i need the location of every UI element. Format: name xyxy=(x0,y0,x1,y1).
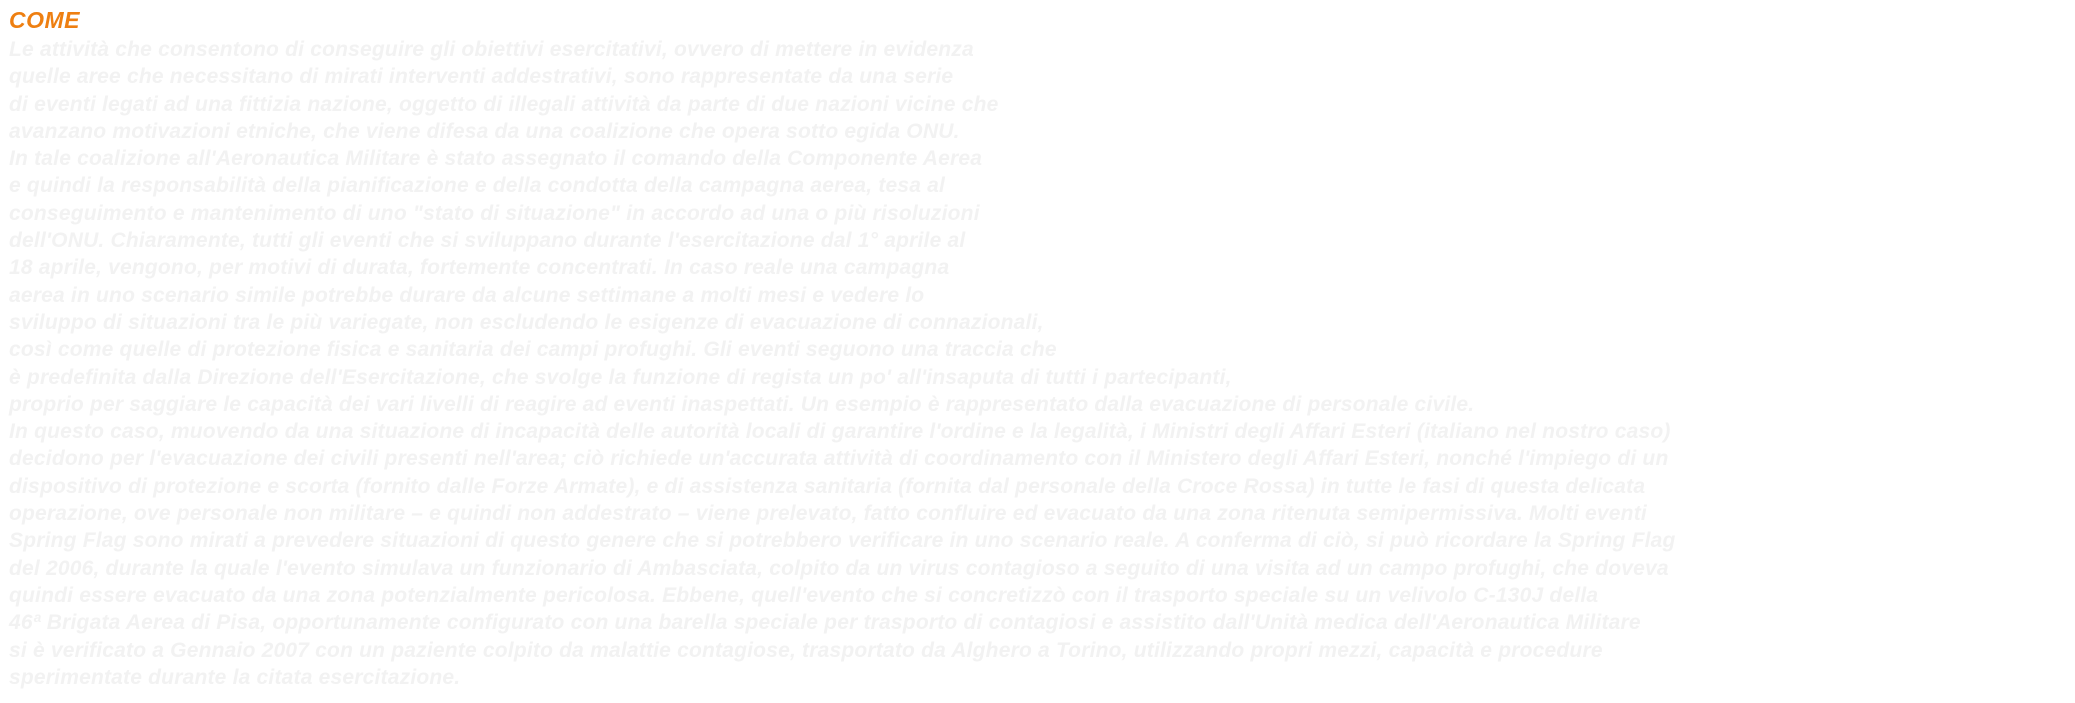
text-line: In questo caso, muovendo da una situazione di incapacità delle autorità locali di garantire l'ordine e la legalità, i Ministri degli Affari Esteri (italiano nel nostro caso) xyxy=(9,420,1671,444)
text-line: conseguimento e mantenimento di uno "stato di situazione" in accordo ad una o più risoluzioni xyxy=(9,201,980,225)
text-line: sperimentate durante la citata esercitazione. xyxy=(9,665,461,689)
text-line: di eventi legati ad una fittizia nazione, oggetto di illegali attività da parte di due nazioni vicine che xyxy=(9,92,999,116)
text-line: si è verificato a Gennaio 2007 con un paziente colpito da malattie contagiose, trasportato da Alghero a Torino, utilizzando propri mezzi, capacità e procedure xyxy=(9,638,1603,662)
text-line: del 2006, durante la quale l'evento simulava un funzionario di Ambasciata, colpito da un virus contagioso a seguito di una visita ad un campo profughi, che doveva xyxy=(9,556,1669,580)
text-line: quindi essere evacuato da una zona potenzialmente pericolosa. Ebbene, quell'evento che si concretizzò con il trasporto speciale su un velivolo C-130J della xyxy=(9,583,1599,607)
text-line: aerea in uno scenario simile potrebbe durare da alcune settimane a molti mesi e vedere lo xyxy=(9,283,925,307)
text-line: proprio per saggiare le capacità dei vari livelli di reagire ad eventi inaspettati. Un esempio è rappresentato dalla evacuazione di personale civile. xyxy=(9,392,1475,416)
text-line: 18 aprile, vengono, per motivi di durata, fortemente concentrati. In caso reale una campagna xyxy=(9,256,950,280)
text-line: Spring Flag sono mirati a prevedere situazioni di questo genere che si potrebbero verificare in uno scenario reale. A conferma di ciò, si può ricordare la Spring Flag xyxy=(9,529,1676,553)
text-line: sviluppo di situazioni tra le più variegate, non escludendo le esigenze di evacuazione di connazionali, xyxy=(9,310,1044,334)
text-line: quelle aree che necessitano di mirati interventi addestrativi, sono rappresentate da una serie xyxy=(9,65,954,89)
text-line: 46ª Brigata Aerea di Pisa, opportunamente configurato con una barella speciale per trasporto di contagiosi e assistito dall'Unità medica dell'Aeronautica Militare xyxy=(9,611,1641,635)
section-heading: COME xyxy=(9,7,80,33)
text-line: avanzano motivazioni etniche, che viene difesa da una coalizione che opera sotto egida ONU. xyxy=(9,119,960,143)
text-line: dispositivo di protezione e scorta (fornito dalle Forze Armate), e di assistenza sanitaria (fornita dal personale della Croce Rossa) in tutte le fasi di questa delicata xyxy=(9,474,1646,498)
text-line: è predefinita dalla Direzione dell'Esercitazione, che svolge la funzione di regista un po' all'insaputa di tutti i partecipanti, xyxy=(9,365,1232,389)
text-line: e quindi la responsabilità della pianificazione e della condotta della campagna aerea, tesa al xyxy=(9,174,946,198)
text-line: operazione, ove personale non militare – e quindi non addestrato – viene prelevato, fatto confluire ed evacuato da una zona ritenuta semipermissiva. Molti eventi xyxy=(9,502,1647,526)
text-line: dell'ONU. Chiaramente, tutti gli eventi che si sviluppano durante l'esercitazione dal 1° aprile al xyxy=(9,229,966,253)
text-line: così come quelle di protezione fisica e sanitaria dei campi profughi. Gli eventi seguono una traccia che xyxy=(9,338,1057,362)
text-line: Le attività che consentono di conseguire gli obiettivi esercitativi, ovvero di mettere in evidenza xyxy=(9,38,974,61)
text-line: decidono per l'evacuazione dei civili presenti nell'area; ciò richiede un'accurata attività di coordinamento con il Ministero degli Affari Esteri, nonché l'impiego di un xyxy=(9,447,1669,471)
document-body xyxy=(9,6,2069,691)
text-line: In tale coalizione all'Aeronautica Militare è stato assegnato il comando della Componente Aerea xyxy=(9,147,983,171)
body-text xyxy=(9,36,2069,691)
